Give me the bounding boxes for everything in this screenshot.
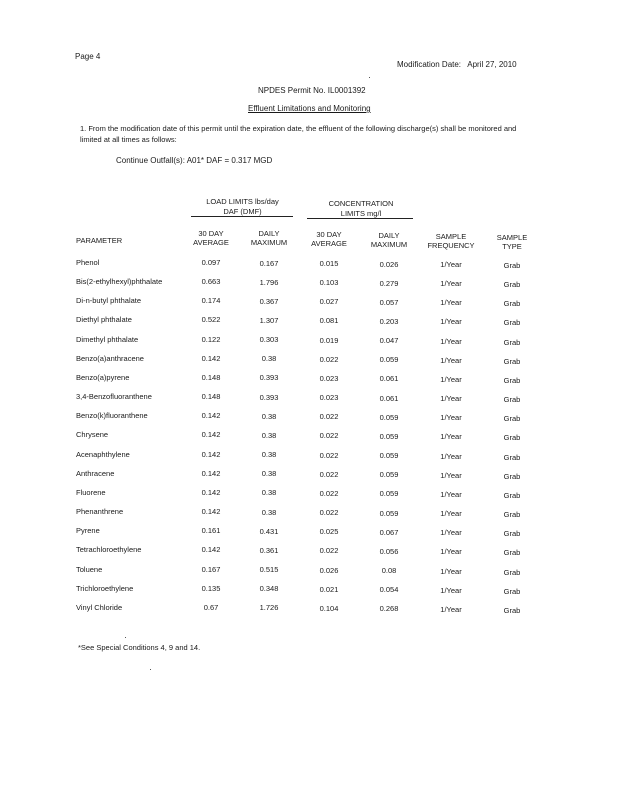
cell-conc-30day: 0.081 [319,316,339,326]
cell-parameter: Anthracene [76,468,115,478]
concentration-line2: LIMITS mg/l [340,209,382,218]
load-limits-line2: DAF (DMF) [223,207,262,216]
cell-sample-frequency: 1/Year [440,260,462,269]
cell-conc-daily-max: 0.056 [379,546,399,556]
cell-parameter: 3,4-Benzofluoranthene [76,392,152,402]
cell-load-daily-max: 0.348 [259,584,279,594]
cell-conc-daily-max: 0.059 [379,489,399,499]
cell-load-30day: 0.148 [201,392,221,402]
outfall-line: Continue Outfall(s): A01* DAF = 0.317 MGD [116,156,273,165]
cell-sample-frequency: 1/Year [440,355,462,365]
cell-sample-type: Grab [503,490,521,500]
cell-parameter: Tetrachloroethylene [76,545,142,555]
cell-conc-daily-max: 0.279 [379,278,399,288]
cell-load-daily-max: 0.431 [259,526,279,536]
cell-conc-daily-max: 0.059 [379,355,399,365]
cell-conc-daily-max: 0.054 [379,585,399,595]
cell-load-daily-max: 0.393 [259,392,279,402]
cell-sample-frequency: 1/Year [440,470,462,480]
cell-conc-30day: 0.022 [319,469,339,479]
cell-conc-30day: 0.103 [319,278,339,288]
cell-load-30day: 0.167 [201,564,221,574]
cell-parameter: Fluorene [76,487,106,497]
cell-sample-frequency: 1/Year [440,585,462,595]
cell-conc-30day: 0.022 [319,412,339,422]
cell-parameter: Phenanthrene [76,507,124,517]
cell-load-daily-max: 0.303 [259,335,279,345]
cell-load-daily-max: 0.38 [261,507,277,517]
cell-conc-30day: 0.022 [319,508,339,518]
col-sample-type [487,233,537,251]
cell-sample-type: Grab [503,567,521,577]
cell-load-30day: 0.174 [201,296,221,306]
cell-conc-30day: 0.027 [319,297,339,307]
intro-line-1: 1. From the modification date of this permit until the expiration date, the effluent of the following discharge(s) shall be monitored and [80,124,517,133]
cell-parameter: Chrysene [76,430,109,440]
cell-conc-daily-max: 0.057 [379,297,399,307]
cell-sample-frequency: 1/Year [440,374,462,384]
cell-conc-30day: 0.025 [319,527,339,537]
permit-number: NPDES Permit No. IL0001392 [258,86,366,95]
modification-label: Modification Date: [397,60,462,69]
load-limits-line1: LOAD LIMITS lbs/day [206,197,279,206]
concentration-rule [307,218,413,219]
cell-load-30day: 0.142 [201,545,221,555]
cell-sample-type: Grab [503,433,521,443]
col-conc-30day-l2: AVERAGE [311,239,347,248]
col-parameter: PARAMETER [76,236,123,245]
cell-sample-type: Grab [503,510,521,520]
cell-conc-daily-max: 0.08 [381,566,397,576]
load-limits-rule [191,216,293,217]
col-sample-frequency-l1: SAMPLE [435,232,467,241]
cell-sample-type: Grab [503,337,521,347]
cell-conc-30day: 0.022 [319,431,339,441]
footnote: *See Special Conditions 4, 9 and 14. [78,643,201,652]
cell-sample-frequency: 1/Year [440,509,462,519]
cell-conc-30day: 0.021 [319,584,339,594]
col-sample-type-l2: TYPE [502,242,522,251]
col-conc-30day [301,230,357,248]
cell-load-daily-max: 1.726 [259,603,279,613]
page-number: Page 4 [75,52,101,61]
cell-load-daily-max: 0.38 [261,469,277,479]
cell-sample-type: Grab [503,548,521,558]
cell-load-30day: 0.522 [201,315,221,325]
cell-sample-frequency: 1/Year [440,432,462,442]
cell-conc-30day: 0.026 [319,565,339,575]
cell-parameter: Benzo(a)anthracene [76,353,144,363]
concentration-header [306,199,416,218]
cell-conc-daily-max: 0.067 [379,527,399,537]
cell-sample-type: Grab [503,605,521,615]
cell-parameter: Acenaphthylene [76,449,130,459]
cell-parameter: Bis(2-ethylhexyl)phthalate [76,277,163,287]
cell-conc-30day: 0.023 [319,393,339,403]
col-conc-daily-max [361,231,417,249]
cell-conc-30day: 0.022 [319,450,339,460]
cell-sample-frequency: 1/Year [440,489,462,499]
cell-parameter: Pyrene [76,526,100,536]
cell-sample-type: Grab [503,261,521,270]
section-title: Effluent Limitations and Monitoring [248,104,371,113]
cell-sample-frequency: 1/Year [440,566,462,576]
cell-load-daily-max: 0.38 [261,411,277,421]
cell-load-30day: 0.142 [201,449,221,459]
modification-value: April 27, 2010 [467,60,517,69]
cell-sample-type: Grab [503,299,521,309]
cell-conc-daily-max: 0.061 [379,393,399,403]
cell-load-daily-max: 1.307 [259,315,279,325]
concentration-line1: CONCENTRATION [328,199,394,208]
col-load-30day-l1: 30 DAY [198,229,224,238]
modification-date [397,60,517,69]
cell-sample-frequency: 1/Year [440,547,462,557]
cell-load-30day: 0.142 [201,487,221,497]
cell-sample-frequency: 1/Year [440,413,462,423]
cell-conc-daily-max: 0.047 [379,336,399,346]
cell-load-daily-max: 0.393 [259,373,279,383]
cell-conc-daily-max: 0.059 [379,451,399,461]
cell-sample-frequency: 1/Year [440,279,462,289]
cell-sample-type: Grab [503,586,521,596]
cell-load-daily-max: 0.38 [261,354,277,364]
col-conc-daily-max-l1: DAILY [378,231,400,240]
intro-line-2: limited at all times as follows: [80,135,177,144]
cell-conc-30day: 0.015 [319,259,339,268]
cell-sample-frequency: 1/Year [440,604,462,614]
cell-conc-30day: 0.023 [319,373,339,383]
cell-parameter: Phenol [76,258,100,267]
col-sample-type-l1: SAMPLE [496,233,528,242]
cell-load-daily-max: 0.38 [261,488,277,498]
cell-parameter: Benzo(k)fluoranthene [76,411,148,421]
cell-load-daily-max: 0.38 [261,430,277,440]
col-load-30day-l2: AVERAGE [193,238,229,247]
cell-sample-frequency: 1/Year [440,451,462,461]
cell-load-daily-max: 0.38 [261,450,277,460]
cell-load-daily-max: 1.796 [259,277,279,287]
cell-sample-type: Grab [503,356,521,366]
cell-load-30day: 0.142 [201,507,221,517]
cell-parameter: Vinyl Chloride [76,602,123,612]
col-load-30day [183,229,239,247]
cell-load-30day: 0.142 [201,411,221,421]
cell-load-30day: 0.097 [201,258,221,267]
cell-sample-type: Grab [503,318,521,328]
cell-conc-daily-max: 0.059 [379,470,399,480]
cell-sample-frequency: 1/Year [440,298,462,308]
cell-load-daily-max: 0.167 [259,258,279,268]
cell-load-30day: 0.148 [201,372,221,382]
cell-load-30day: 0.142 [201,430,221,440]
cell-load-30day: 0.142 [201,468,221,478]
col-conc-daily-max-l2: MAXIMUM [370,240,408,249]
cell-load-30day: 0.142 [201,353,221,363]
cell-conc-daily-max: 0.059 [379,412,399,422]
cell-conc-30day: 0.022 [319,546,339,556]
cell-load-daily-max: 0.515 [259,565,279,575]
cell-conc-30day: 0.022 [319,354,339,364]
cell-parameter: Diethyl phthalate [76,315,132,325]
cell-conc-30day: 0.104 [319,603,339,613]
cell-load-daily-max: 0.361 [259,545,279,555]
cell-load-30day: 0.663 [201,277,221,287]
cell-load-30day: 0.161 [201,526,221,536]
cell-parameter: Toluene [76,564,103,574]
cell-sample-type: Grab [503,414,521,424]
col-sample-frequency-l2: FREQUENCY [427,241,475,250]
cell-conc-daily-max: 0.268 [379,604,399,614]
cell-sample-type: Grab [503,529,521,539]
cell-parameter: Dimethyl phthalate [76,334,139,344]
cell-sample-frequency: 1/Year [440,317,462,327]
cell-sample-frequency: 1/Year [440,336,462,346]
cell-conc-daily-max: 0.059 [379,431,399,441]
cell-conc-daily-max: 0.026 [379,259,399,269]
cell-sample-type: Grab [503,395,521,405]
cell-load-daily-max: 0.367 [259,296,279,306]
col-sample-frequency [421,232,481,250]
cell-load-30day: 0.67 [203,602,219,612]
cell-sample-type: Grab [503,375,521,385]
col-load-daily-max [241,229,297,247]
col-load-daily-max-l2: MAXIMUM [250,238,288,247]
cell-sample-type: Grab [503,280,521,290]
col-conc-30day-l1: 30 DAY [316,230,342,239]
cell-parameter: Trichloroethylene [76,583,134,593]
load-limits-header [190,197,295,216]
cell-parameter: Benzo(a)pyrene [76,372,130,382]
cell-conc-30day: 0.022 [319,488,339,498]
cell-load-30day: 0.122 [201,334,221,344]
cell-sample-type: Grab [503,471,521,481]
cell-conc-daily-max: 0.059 [379,508,399,518]
cell-sample-frequency: 1/Year [440,528,462,538]
cell-parameter: Di-n-butyl phthalate [76,296,142,306]
cell-conc-30day: 0.019 [319,335,339,345]
cell-sample-frequency: 1/Year [440,394,462,404]
cell-conc-daily-max: 0.061 [379,374,399,384]
col-load-daily-max-l1: DAILY [258,229,280,238]
cell-sample-type: Grab [503,452,521,462]
cell-load-30day: 0.135 [201,583,221,593]
cell-conc-daily-max: 0.203 [379,316,399,326]
